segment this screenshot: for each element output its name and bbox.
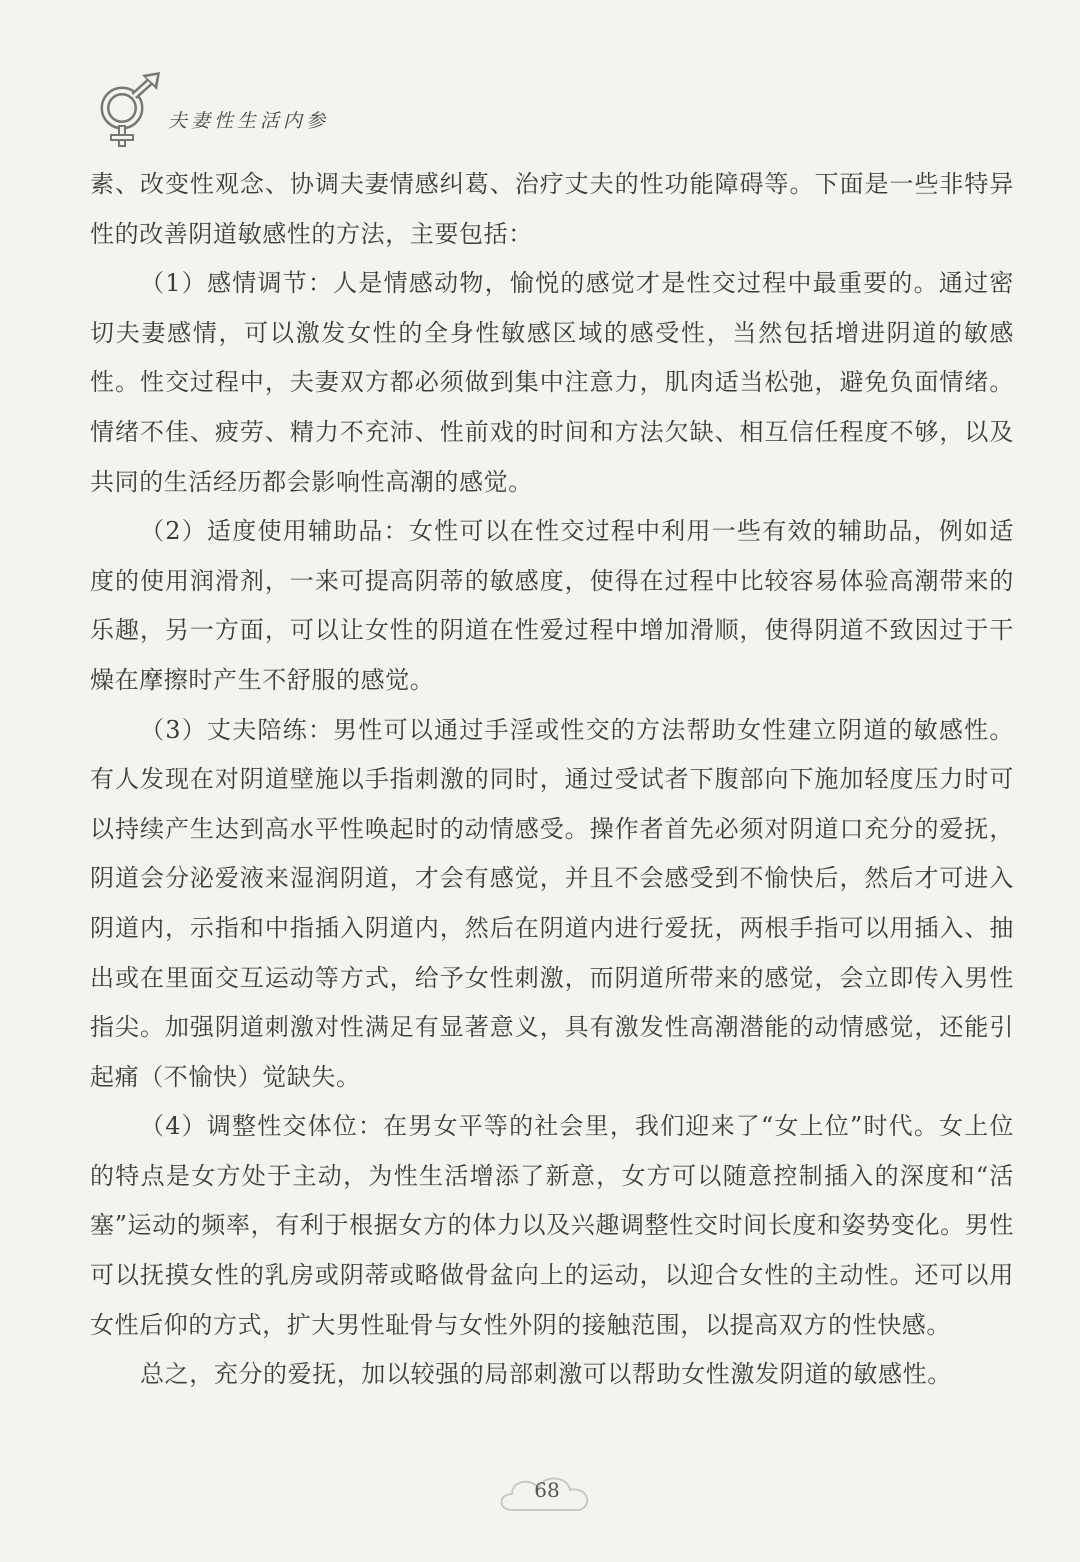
body-text [90,160,1014,1400]
page-number: 68 [534,1478,560,1502]
paragraph-continued: 素、改变性观念、协调夫妻情感纠葛、治疗丈夫的性功能障碍等。下面是一些非特异性的改善阴道敏感性的方法，主要包括： [90,170,1014,248]
paragraph-aids: （2）适度使用辅助品：女性可以在性交过程中利用一些有效的辅助品，例如适度的使用润滑剂，一来可提高阴蒂的敏感度，使得在过程中比较容易体验高潮带来的乐趣，另一方面，可以让女性的阴道在性爱过程中增加滑顺，使得阴道不致因过于干燥在摩擦时产生不舒服的感觉。 [90,517,1014,694]
paragraph-husband-practice: （3）丈夫陪练：男性可以通过手淫或性交的方法帮助女性建立阴道的敏感性。有人发现在对阴道壁施以手指刺激的同时，通过受试者下腹部向下施加轻度压力时可以持续产生达到高水平性唤起时的动情感受。操作者首先必须对阴道口充分的爱抚，阴道会分泌爱液来湿润阴道，才会有感觉，并且不会感受到不愉快后，然后才可进入阴道内，示指和中指插入阴道内，然后在阴道内进行爱抚，两根手指可以用插入、抽出或在里面交互运动等方式，给予女性刺激，而阴道所带来的感觉，会立即传入男性指尖。加强阴道刺激对性满足有显著意义，具有激发性高潮潜能的动情感觉，还能引起痛（不愉快）觉缺失。 [90,715,1014,1091]
page-footer [492,1468,602,1522]
paragraph-position-adjustment: （4）调整性交体位：在男女平等的社会里，我们迎来了“女上位”时代。女上位的特点是女方处于主动，为性生活增添了新意，女方可以随意控制插入的深度和“活塞”运动的频率，有利于根据女方的体力以及兴趣调整性交时间长度和姿势变化。男性可以抚摸女性的乳房或阴蒂或略做骨盆向上的运动，以迎合女性的主动性。还可以用女性后仰的方式，扩大男性耻骨与女性外阴的接触范围，以提高双方的性快感。 [90,1112,1014,1339]
gender-symbol-icon [90,72,170,152]
paragraph-emotion-adjustment: （1）感情调节：人是情感动物，愉悦的感觉才是性交过程中最重要的。通过密切夫妻感情，可以激发女性的全身性敏感区域的感受性，当然包括增进阴道的敏感性。性交过程中，夫妻双方都必须做到集中注意力，肌肉适当松弛，避免负面情绪。情绪不佳、疲劳、精力不充沛、性前戏的时间和方法欠缺、相互信任程度不够，以及共同的生活经历都会影响性高潮的感觉。 [90,269,1014,496]
paragraph-summary: 总之，充分的爱抚，加以较强的局部刺激可以帮助女性激发阴道的敏感性。 [140,1360,952,1389]
running-header [90,72,510,152]
header-title: 夫妻性生活内参 [168,110,330,132]
